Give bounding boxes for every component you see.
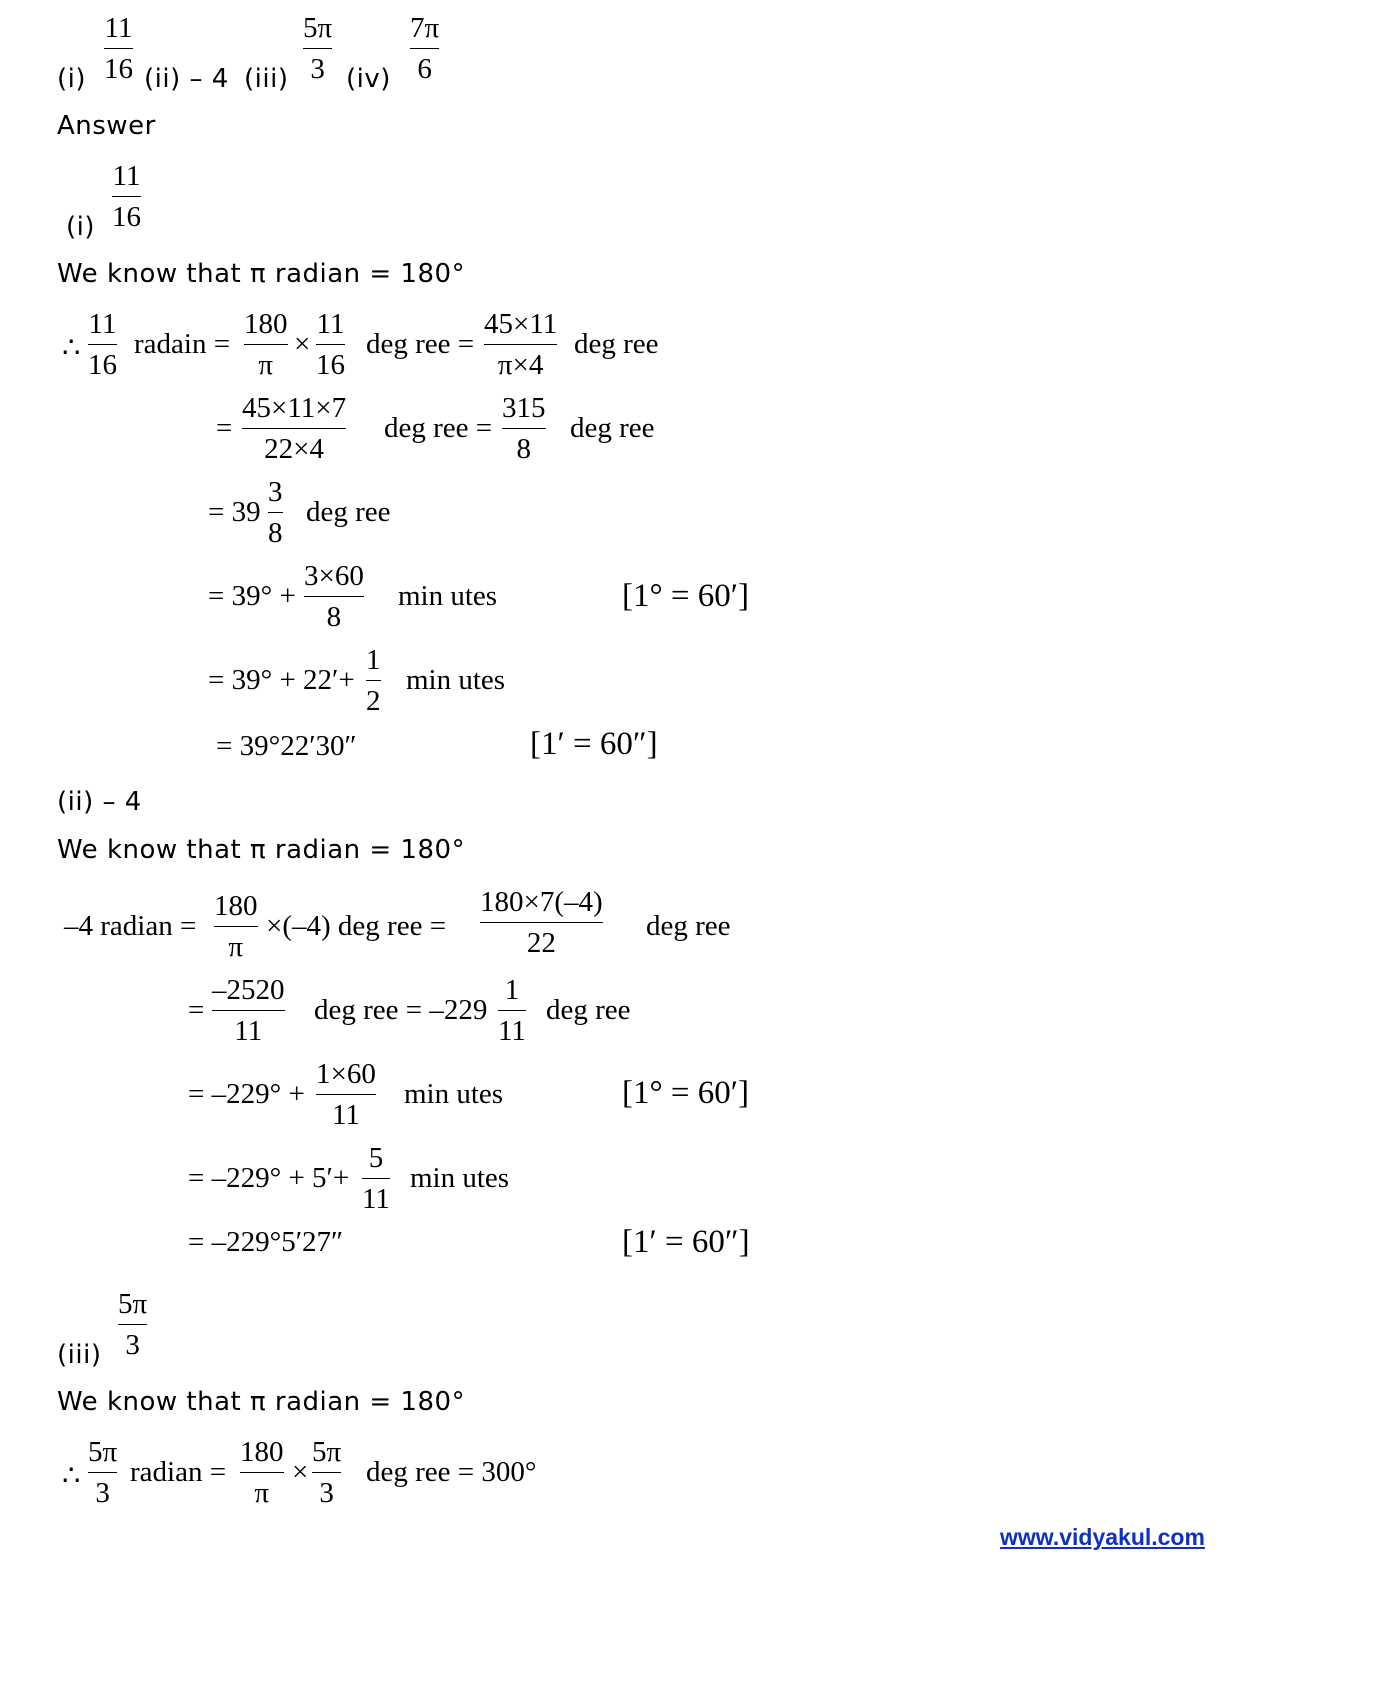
math-text: = 39° + 22′+ [208,664,355,696]
math-text: deg ree [546,994,631,1026]
math-text: ×(–4) deg ree = [266,910,447,942]
math-text: = –229° + 5′+ [188,1162,350,1194]
part-ii-label: (ii) – 4 [57,787,142,817]
part-iii-intro: We know that π radian = 180° [57,1387,466,1417]
conversion-note: [1′ = 60″] [622,1224,750,1260]
conversion-note: [1° = 60′] [622,1075,750,1111]
math-text: = [216,412,233,444]
fraction: 1×60 11 [316,1058,376,1131]
part-i-fraction: 11 16 [112,160,141,233]
math-text: deg ree [646,910,731,942]
fraction: 11 16 [316,308,345,381]
fraction: 180 π [240,1436,284,1509]
fraction: 45×11 π×4 [484,308,558,381]
math-text: = 39° + [208,580,296,612]
part-i-label: (i) [66,212,96,242]
part-iii-fraction: 5π 3 [118,1288,148,1361]
math-text: deg ree = 300° [366,1456,537,1488]
part-ii-intro: We know that π radian = 180° [57,835,466,865]
conversion-note: [1′ = 60″] [530,726,658,762]
math-text: deg ree = –229 [314,994,488,1026]
math-text: = 39°22′30″ [216,730,357,762]
math-text: × [292,1456,309,1488]
fraction: 5 11 [362,1142,390,1215]
fraction: 11 16 [88,308,117,381]
fraction: 45×11×7 22×4 [242,392,347,465]
fraction: 3 8 [268,476,283,549]
therefore-symbol: ∴ [62,1460,81,1492]
math-text: –4 radian = [64,910,197,942]
header-label-i: (i) [57,64,87,94]
math-text: × [294,328,311,360]
math-text: min utes [398,580,498,612]
math-text: deg ree = [366,328,475,360]
math-text: radian = [130,1456,227,1488]
part-iii-label: (iii) [57,1340,102,1370]
math-text: deg ree = [384,412,493,444]
conversion-note: [1° = 60′] [622,578,750,614]
footer-link[interactable]: www.vidyakul.com [1000,1524,1205,1550]
fraction: 315 8 [502,392,546,465]
math-text: min utes [410,1162,510,1194]
therefore-symbol: ∴ [62,332,81,364]
fraction: 3×60 8 [304,560,364,633]
math-text: = –229° + [188,1078,305,1110]
math-text: min utes [404,1078,504,1110]
fraction: 180 π [214,890,258,963]
math-text: = –229°5′27″ [188,1226,344,1258]
header-fraction-iii: 5π 3 [303,12,333,85]
fraction: 1 11 [498,974,526,1047]
header-fraction-i: 11 16 [104,12,133,85]
math-text: deg ree [570,412,655,444]
header-label-iii: (iii) [244,64,289,94]
math-text: = [188,994,205,1026]
math-text: deg ree [574,328,659,360]
math-text: radain = [134,328,231,360]
header-label-ii: (ii) – 4 [144,64,229,94]
part-i-intro: We know that π radian = 180° [57,259,466,289]
math-text: deg ree [306,496,391,528]
header-fraction-iv: 7π 6 [410,12,440,85]
fraction: –2520 11 [212,974,285,1047]
math-text: = 39 [208,496,261,528]
answer-heading: Answer [57,111,156,141]
header-label-iv: (iv) [346,64,391,94]
fraction: 180×7(–4) 22 [480,886,603,959]
fraction: 5π 3 [312,1436,342,1509]
fraction: 1 2 [366,644,381,717]
fraction: 180 π [244,308,288,381]
fraction: 5π 3 [88,1436,118,1509]
math-text: min utes [406,664,506,696]
